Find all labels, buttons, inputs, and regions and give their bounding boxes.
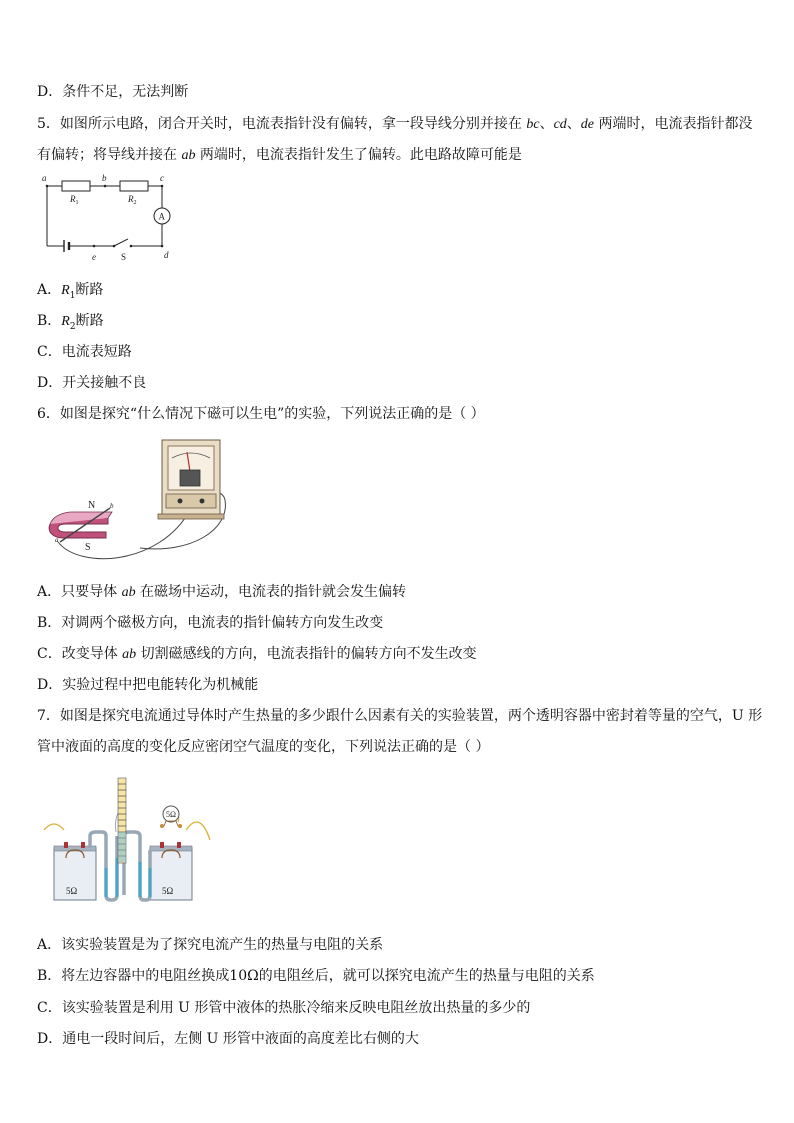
q6-apparatus-figure xyxy=(40,430,240,570)
q5-stem-text: 两端时，电流表指针都没 xyxy=(594,116,753,132)
q6-option-c-ab: ab xyxy=(122,647,137,662)
q5-separator: 、 xyxy=(539,116,554,132)
q7-label-r-top: 5Ω xyxy=(166,810,176,819)
q6-label-n: N xyxy=(88,500,96,511)
q5-option-b-r: R xyxy=(61,314,70,329)
q5-node-b: b xyxy=(102,173,107,183)
q7-label-r-left: 5Ω xyxy=(66,886,78,896)
magnet-icon xyxy=(49,512,112,538)
q6-stem: 6．如图是探究“什么情况下磁可以生电”的实验，下列说法正确的是（ ） xyxy=(37,406,485,422)
q5-option-b-prefix: B． xyxy=(37,313,62,329)
q5-option-d: D．开关接触不良 xyxy=(37,375,147,391)
q5-label-ab: ab xyxy=(181,148,196,163)
q6-label-b: b xyxy=(110,502,114,510)
q5-option-a-sub: 1 xyxy=(69,290,76,301)
scale-ruler-icon xyxy=(118,778,126,863)
q6-option-c-text: 切割磁感线的方向，电流表指针的偏转方向不发生改变 xyxy=(136,646,477,662)
q5-r1-letter: R xyxy=(70,194,76,204)
q5-r2-subscript: 2 xyxy=(133,200,137,206)
q5-stem-line2 xyxy=(37,146,522,165)
q5-option-a-r: R xyxy=(61,283,70,298)
q6-option-c xyxy=(37,645,477,664)
q5-stem-line1 xyxy=(37,115,752,134)
q7-stem-line1: 7．如图是探究电流通过导体时产生热量的多少跟什么因素有关的实验装置，两个透明容器中密封着等量的空气，U 形 xyxy=(37,708,763,724)
q5-stem-text: 5．如图所示电路，闭合开关时，电流表指针没有偏转，拿一段导线分别并接在 xyxy=(37,116,527,132)
q7-option-a: A．该实验装置是为了探究电流产生的热量与电阻的关系 xyxy=(37,937,384,953)
q5-option-b-text: 断路 xyxy=(75,313,104,329)
q5-node-d: d xyxy=(164,250,169,260)
q7-apparatus-figure xyxy=(40,770,215,905)
q5-label-r1 xyxy=(69,194,79,206)
q5-node-a: a xyxy=(42,173,47,183)
q7-stem-line2: 管中液面的高度的变化反应密闭空气温度的变化，下列说法正确的是（ ） xyxy=(37,739,490,755)
q5-switch-label: S xyxy=(121,252,127,262)
q6-option-a xyxy=(37,583,406,602)
q6-label-s: S xyxy=(85,542,91,553)
q6-option-a-text: A．只要导体 xyxy=(37,584,122,600)
q5-r2-letter: R xyxy=(128,194,134,204)
q5-option-c: C．电流表短路 xyxy=(37,344,132,360)
q6-option-d: D．实验过程中把电能转化为机械能 xyxy=(37,677,259,693)
q5-node-c: c xyxy=(160,173,164,183)
q6-option-c-text: C．改变导体 xyxy=(37,646,123,662)
q5-label-cd: cd xyxy=(553,117,567,132)
q7-label-r-right: 5Ω xyxy=(162,886,174,896)
q5-stem-text: 两端时，电流表指针发生了偏转。此电路故障可能是 xyxy=(195,147,522,163)
q5-option-a xyxy=(37,281,103,305)
q5-option-a-text: 断路 xyxy=(75,282,104,298)
q6-option-a-ab: ab xyxy=(121,585,136,600)
q5-label-bc: bc xyxy=(526,117,540,132)
q6-label-a: a xyxy=(55,536,59,544)
q7-option-b: B．将左边容器中的电阻丝换成10Ω的电阻丝后，就可以探究电流产生的热量与电阻的关系 xyxy=(37,968,595,984)
q5-stem-text: 有偏转；将导线并接在 xyxy=(37,147,182,163)
q5-label-r2 xyxy=(127,194,137,206)
galvanometer-icon xyxy=(158,440,224,519)
q5-option-b xyxy=(37,312,104,336)
q5-separator: 、 xyxy=(566,116,581,132)
q5-circuit-diagram xyxy=(40,170,180,265)
q5-option-b-sub: 2 xyxy=(69,321,76,332)
q5-option-a-prefix: A． xyxy=(37,282,62,298)
q5-r1-subscript: 1 xyxy=(75,200,79,206)
q5-label-de: de xyxy=(580,117,595,132)
q7-option-d: D．通电一段时间后，左侧 U 形管中液面的高度差比右侧的大 xyxy=(37,1031,419,1047)
q6-option-b: B．对调两个磁极方向，电流表的指针偏转方向发生改变 xyxy=(37,615,384,631)
q5-ammeter-label: A xyxy=(158,211,165,222)
q7-option-c: C．该实验装置是利用 U 形管中液体的热胀冷缩来反映电阻丝放出热量的多少的 xyxy=(37,1000,531,1016)
q4-option-d: D．条件不足，无法判断 xyxy=(37,84,189,100)
q5-node-e: e xyxy=(92,252,96,262)
q6-option-a-text: 在磁场中运动，电流表的指针就会发生偏转 xyxy=(135,584,407,600)
